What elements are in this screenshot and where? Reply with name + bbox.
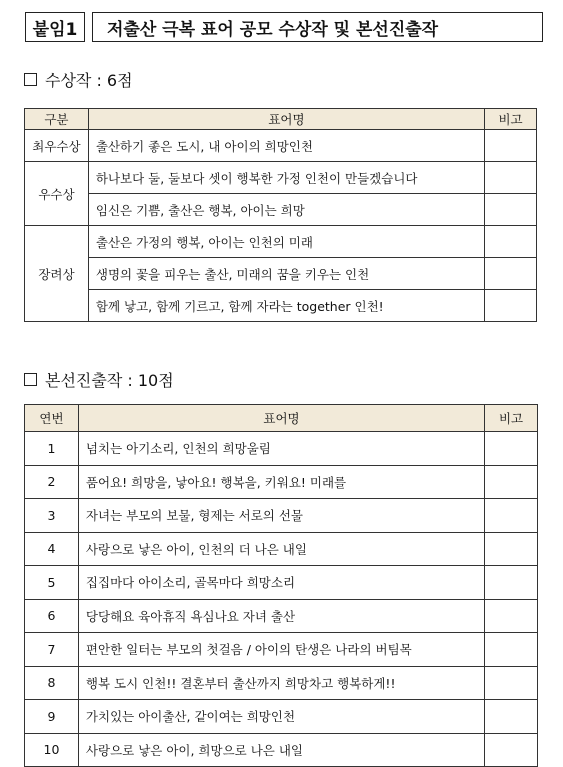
slogan-cell: 가치있는 아이출산, 같이여는 희망인천 xyxy=(78,700,484,734)
note-cell xyxy=(485,432,538,466)
note-cell xyxy=(485,532,538,566)
slogan-cell: 하나보다 둘, 둘보다 셋이 행복한 가정 인천이 만들겠습니다 xyxy=(88,162,484,194)
note-cell xyxy=(485,599,538,633)
row-number: 8 xyxy=(25,666,79,700)
col-header-number: 연번 xyxy=(25,405,79,432)
checkbox-square-icon xyxy=(24,373,37,386)
table-row xyxy=(25,130,537,162)
slogan-cell: 임신은 기쁨, 출산은 행복, 아이는 희망 xyxy=(88,194,484,226)
table-row xyxy=(25,532,538,566)
note-cell xyxy=(485,130,537,162)
note-cell xyxy=(485,290,537,322)
slogan-cell: 편안한 일터는 부모의 첫걸음 / 아이의 탄생은 나라의 버팀목 xyxy=(78,633,484,667)
row-number: 7 xyxy=(25,633,79,667)
note-cell xyxy=(485,700,538,734)
table-row xyxy=(25,733,538,767)
slogan-cell: 사랑으로 낳은 아이, 인천의 더 나은 내일 xyxy=(78,532,484,566)
col-header-category: 구분 xyxy=(25,109,89,130)
col-header-slogan: 표어명 xyxy=(88,109,484,130)
table-row xyxy=(25,566,538,600)
award-category: 장려상 xyxy=(25,226,89,322)
row-number: 1 xyxy=(25,432,79,466)
table-row xyxy=(25,290,537,322)
slogan-cell: 행복 도시 인천!! 결혼부터 출산까지 희망차고 행복하게!! xyxy=(78,666,484,700)
slogan-cell: 자녀는 부모의 보물, 형제는 서로의 선물 xyxy=(78,499,484,533)
note-cell xyxy=(485,258,537,290)
slogan-cell: 출산하기 좋은 도시, 내 아이의 희망인천 xyxy=(88,130,484,162)
section-finalists xyxy=(24,368,174,391)
row-number: 10 xyxy=(25,733,79,767)
table-row xyxy=(25,432,538,466)
table-row xyxy=(25,194,537,226)
note-cell xyxy=(485,666,538,700)
section-awards xyxy=(24,68,133,91)
note-cell xyxy=(485,162,537,194)
slogan-cell: 품어요! 희망을, 낳아요! 행복을, 키워요! 미래를 xyxy=(78,465,484,499)
note-cell xyxy=(485,633,538,667)
slogan-cell: 넘치는 아기소리, 인천의 희망울림 xyxy=(78,432,484,466)
table-row xyxy=(25,258,537,290)
table-row xyxy=(25,666,538,700)
checkbox-square-icon xyxy=(24,73,37,86)
col-header-note: 비고 xyxy=(485,109,537,130)
slogan-cell: 출산은 가정의 행복, 아이는 인천의 미래 xyxy=(88,226,484,258)
award-category: 최우수상 xyxy=(25,130,89,162)
note-cell xyxy=(485,194,537,226)
table-row xyxy=(25,465,538,499)
note-cell xyxy=(485,226,537,258)
table-row xyxy=(25,226,537,258)
row-number: 6 xyxy=(25,599,79,633)
award-category: 우수상 xyxy=(25,162,89,226)
document-title: 저출산 극복 표어 공모 수상작 및 본선진출작 xyxy=(92,12,543,42)
row-number: 3 xyxy=(25,499,79,533)
slogan-cell: 당당해요 육아휴직 욕심나요 자녀 출산 xyxy=(78,599,484,633)
table-row xyxy=(25,700,538,734)
table-row xyxy=(25,633,538,667)
table-row xyxy=(25,599,538,633)
slogan-cell: 함께 낳고, 함께 기르고, 함께 자라는 together 인천! xyxy=(88,290,484,322)
col-header-slogan: 표어명 xyxy=(78,405,484,432)
slogan-cell: 집집마다 아이소리, 골목마다 희망소리 xyxy=(78,566,484,600)
note-cell xyxy=(485,733,538,767)
table-row xyxy=(25,499,538,533)
document-header xyxy=(25,12,543,44)
row-number: 9 xyxy=(25,700,79,734)
finalists-table xyxy=(24,404,538,767)
note-cell xyxy=(485,499,538,533)
row-number: 5 xyxy=(25,566,79,600)
section-awards-label: 수상작 : 6점 xyxy=(45,71,133,90)
slogan-cell: 사랑으로 낳은 아이, 희망으로 나은 내일 xyxy=(78,733,484,767)
awards-table xyxy=(24,108,537,322)
section-finalists-label: 본선진출작 : 10점 xyxy=(45,371,174,390)
row-number: 4 xyxy=(25,532,79,566)
note-cell xyxy=(485,465,538,499)
row-number: 2 xyxy=(25,465,79,499)
slogan-cell: 생명의 꽃을 피우는 출산, 미래의 꿈을 키우는 인천 xyxy=(88,258,484,290)
note-cell xyxy=(485,566,538,600)
attachment-tag: 붙임1 xyxy=(25,12,85,42)
table-row xyxy=(25,162,537,194)
col-header-note: 비고 xyxy=(485,405,538,432)
